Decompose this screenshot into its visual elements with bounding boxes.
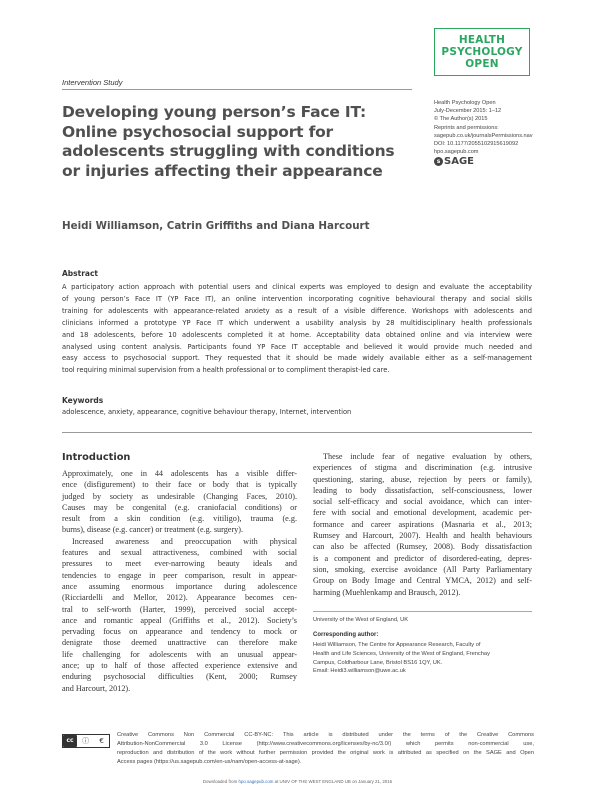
article-title xyxy=(62,103,412,181)
noncommercial-icon: € xyxy=(99,737,104,745)
download-suffix: at UNIV OF THE WEST ENGLAND UB on January 21, 2016 xyxy=(273,779,393,784)
body-line: ance assuming enormous importance during adolescence xyxy=(62,581,297,591)
abstract-line: easy access to psychosocial support. They requested that it should be made widely available either as a self-management xyxy=(62,354,532,363)
body-line: formance and career aspirations (Masnaria et al., 2013; xyxy=(313,519,532,529)
author-list: Heidi Williamson, Catrin Griffiths and Diana Harcourt xyxy=(62,220,370,232)
abstract-heading: Abstract xyxy=(62,269,99,278)
body-line: is a component and predictor of disordered-eating, depres- xyxy=(313,553,532,563)
body-line: tral to self-worth (Harter, 1999), perceived social accept- xyxy=(62,604,297,614)
abstract-text xyxy=(62,282,532,377)
doi[interactable]: DOI: 10.1177/2055102915619092 xyxy=(434,141,519,148)
abstract-line: clinicians informed a prototype YP Face IT which underwent a usability analysis by 28 multidisciplinary health professionals xyxy=(62,318,532,327)
body-line: ance; up to half of those affected experience extensive and xyxy=(62,661,297,671)
body-column-left xyxy=(62,468,297,694)
body-line: questioning, staring, abuse, rejection by peers or family), xyxy=(313,474,532,484)
body-line: Group on Body Image and Central YMCA, 2012) and self- xyxy=(313,576,532,586)
journal-name: Health Psychology Open xyxy=(434,100,496,106)
body-line: result from a skin condition (e.g. vitiligo), trauma (e.g. xyxy=(62,514,297,524)
body-line: and Harcourt, 2012). xyxy=(62,683,131,693)
license-text xyxy=(117,731,534,767)
publisher-name: SAGE xyxy=(444,156,474,167)
body-line: denigrate those deemed unattractive can therefore make xyxy=(62,638,297,648)
sage-icon: s xyxy=(434,157,443,166)
publisher-logo xyxy=(434,156,474,167)
corresponding-line: Campus, Coldharbour Lane, Bristol BS16 1QY, UK. xyxy=(313,659,443,666)
title-line: Online psychosocial support for xyxy=(62,122,334,141)
body-line: burns), disease (e.g. cancer) or treatment (e.g. surgery). xyxy=(62,525,244,535)
body-line: pressures to meet ever-narrowing beauty ideals and xyxy=(62,559,297,569)
section-divider xyxy=(62,432,532,433)
body-line: enduring psychosocial difficulties (Kent, 2000; Rumsey xyxy=(62,672,297,682)
license-icons xyxy=(77,736,109,746)
abstract-line: of young person’s Face IT (YP Face IT), an online intervention incorporating cognitive behavioural therapy and social skills xyxy=(62,294,532,303)
body-line: pervading focus on appearance and tendency to mock or xyxy=(62,627,297,637)
author-affiliation: University of the West of England, UK xyxy=(313,617,409,623)
journal-logo xyxy=(434,28,530,76)
body-line: (Ricciardelli and Mellor, 2012). Appearance becomes cen- xyxy=(62,593,297,603)
body-line: judged by society as undesirable (Changing Faces, 2010). xyxy=(62,491,297,501)
body-column-right xyxy=(313,451,532,598)
body-line: can also be affected (Rumsey, 2008). Body dissatisfaction xyxy=(313,542,532,552)
abstract-line: and 18 adolescents, before 10 adolescents completed it at home. Acceptability data obtained online and via interview were xyxy=(62,330,532,339)
keywords-text: adolescence, anxiety, appearance, cognitive behaviour therapy, Internet, intervention xyxy=(62,408,352,416)
body-line: Approximately, one in 44 adolescents has a visible differ- xyxy=(62,469,297,478)
corresponding-line: Heidi Williamson, The Centre for Appearance Research, Faculty of xyxy=(313,642,481,648)
logo-line-3: OPEN xyxy=(465,58,499,70)
introduction-heading: Introduction xyxy=(62,452,131,463)
title-line: Developing young person’s Face IT: xyxy=(62,103,367,121)
attribution-icon: ⓘ xyxy=(82,737,90,745)
download-notice xyxy=(0,779,595,784)
footnote-divider xyxy=(313,611,532,612)
abstract-line: A participatory action approach with potential users and clinical experts was employed to design and evaluate the acceptability xyxy=(62,283,532,291)
logo-line-2: PSYCHOLOGY xyxy=(441,46,523,58)
corresponding-email[interactable]: Email: Heidi3.williamson@uwe.ac.uk xyxy=(313,668,406,675)
corresponding-author-details xyxy=(313,641,535,676)
corresponding-author-heading: Corresponding author: xyxy=(313,632,379,638)
body-line: fere with social and emotional development, academic per- xyxy=(313,508,532,518)
title-line: adolescents struggling with conditions xyxy=(62,142,395,161)
permissions-link[interactable]: sagepub.co.uk/journalsPermissions.nav xyxy=(434,132,533,139)
body-line: features and sexual attractiveness, combined with social xyxy=(62,548,297,558)
download-link[interactable]: hpo.sagepub.com xyxy=(238,779,274,784)
article-type: Intervention Study xyxy=(62,78,123,87)
keywords-heading: Keywords xyxy=(62,396,104,405)
license-line: reproduction and distribution of the work without further permission provided the original work is attributed as specified on the SAGE and Open xyxy=(117,749,534,756)
abstract-line: tool requiring minimal supervision from a health professional or to compliment therapist-led care. xyxy=(62,366,390,375)
journal-issue: July-December 2015: 1–12 xyxy=(434,108,502,115)
body-line: Increased awareness and preoccupation with physical xyxy=(72,536,297,546)
logo-line-1: HEALTH xyxy=(458,34,506,46)
license-line: Creative Commons Non Commercial CC-BY-NC: This article is distributed under the terms of the Creative Commons xyxy=(117,732,534,738)
download-prefix: Downloaded from xyxy=(202,779,239,784)
corresponding-line: Health and Life Sciences, University of the West of England, Frenchay xyxy=(313,650,490,657)
copyright: © The Author(s) 2015 xyxy=(434,116,488,123)
body-line: sion, smoking, exercise avoidance (All Party Parliamentary xyxy=(313,564,532,574)
body-line: harming (Muehlenkamp and Brausch, 2012). xyxy=(313,587,461,597)
title-line: or injuries affecting their appearance xyxy=(62,161,383,180)
body-line: social self-efficacy and social avoidance, which can inter- xyxy=(313,497,532,507)
body-line: Rumsey and Harcourt, 2007). Health and health behaviours xyxy=(313,531,532,541)
license-line: Access pages (https://us.sagepub.com/en-us/nam/open-access-at-sage). xyxy=(117,758,302,765)
body-line: These include fear of negative evaluation by others, xyxy=(323,452,532,461)
creative-commons-badge[interactable] xyxy=(62,734,110,748)
header-divider xyxy=(62,89,412,90)
body-line: leading to body dissatisfaction, self-consciousness, lower xyxy=(313,485,532,495)
body-line: life challenging for adolescents with an unusual appear- xyxy=(62,649,297,659)
reprints-label: Reprints and permissions: xyxy=(434,124,499,131)
journal-info xyxy=(434,99,584,156)
body-line: experiences of stigma and discrimination (e.g. intrusive xyxy=(313,463,532,473)
body-line: ance and romantic appeal (Griffiths et al., 2012). Society’s xyxy=(62,615,297,625)
abstract-line: analysed using content analysis. Participants found YP Face IT acceptable and believed it would provide much needed and xyxy=(62,342,532,351)
cc-icon: cc xyxy=(63,735,77,747)
body-line: tendencies to engage in peer comparison, result in appear- xyxy=(62,570,297,580)
license-line: Attribution-NonCommercial 3.0 License (http://www.creativecommons.org/licenses/by-nc/3.0/) which permits non-commercial use, xyxy=(117,740,534,747)
abstract-line: training for adolescents with appearance-related anxiety as a result of a visible difference. Workshops with adolescents and xyxy=(62,306,532,315)
journal-url[interactable]: hpo.sagepub.com xyxy=(434,149,479,156)
body-line: Causes may be congenital (e.g. craniofacial conditions) or xyxy=(62,502,297,512)
body-line: ence (disfigurement) to their face or body that is typically xyxy=(62,480,297,490)
